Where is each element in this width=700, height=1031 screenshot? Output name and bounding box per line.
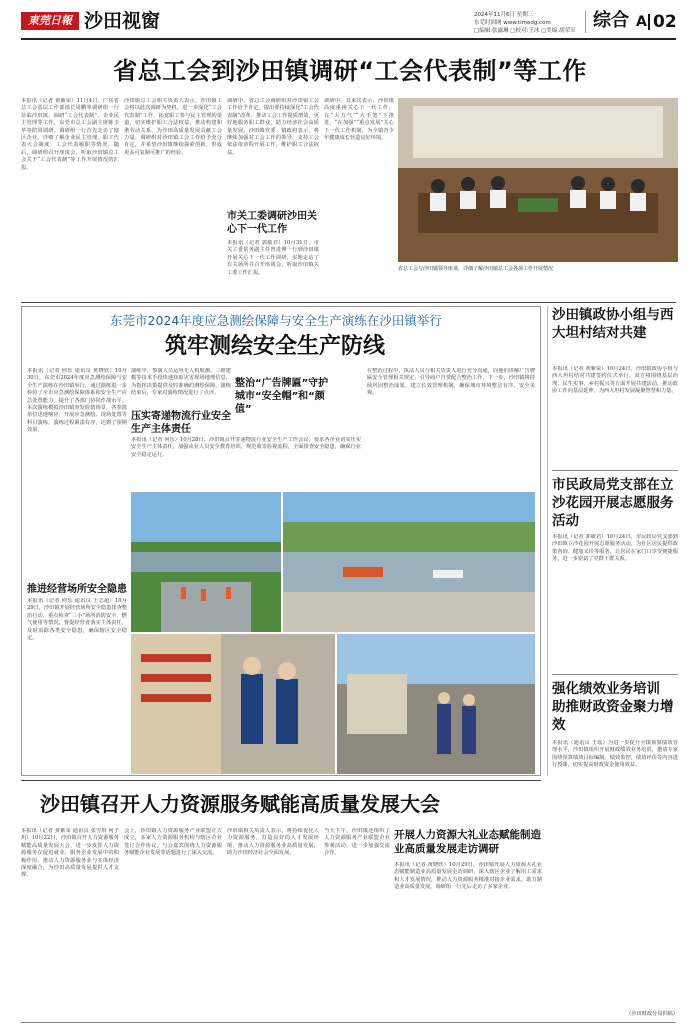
drill-sub2-headline: 压实寄递物流行业安全生产主体责任 — [131, 411, 231, 435]
right-h1: 沙田镇政协小组与西大坦村结对共建 — [552, 307, 674, 341]
drill-sub1-body: 本报讯（记者 何乐 通讯员 王志超）10月29日，沙田镇开展经营场所安全隐患排查整治行动，重点检查“三小”场所消防安全、燃气使用等情况，督促经营者落实主体责任，及时消除各类安全隐患，确保辖区安全稳定。 — [27, 598, 127, 642]
lead-col-2: 沙田镇总工会相关负责人表示，沙田镇工会将以此次调研为契机，进一步深化“工会代表制”工作，拓宽职工参与民主管理的渠道，切实维护职工合法权益，推动构建和谐劳动关系，为沙田高质量发展贡献工会力量。调研组对沙田镇工会工作给予充分肯定，并希望沙田镇继续探索创新，形成更多可复制可推广的经验。 — [124, 98, 222, 156]
lead-photo-caption: 省总工会与沙田镇领导座谈，详细了解沙田镇总工会各项工作开展情况 — [398, 266, 554, 272]
hr-sub-headline: 开展人力资源大礼业态赋能制造业高质量发展走访调研 — [394, 829, 541, 855]
page-divider-mark — [585, 11, 586, 33]
right-h2: 市民政局党支部在立沙花园开展志愿服务活动 — [552, 477, 674, 529]
drill-sub3-headline: 整治“广告牌匾”守护城市“安全帽”和“颜值” — [235, 378, 329, 415]
page-bottom-rule — [21, 1022, 676, 1023]
right-b3: 本报讯（通讯员 王瑶）为进一步提升全镇预算绩效管理水平，沙田镇组织开展财政绩效业务培训，邀请专家围绕预算绩效目标编制、绩效监控、绩效评价等内容进行授课，切实提高财政资金使用效益。 — [552, 740, 678, 769]
editor-credits: □编辑:张露琳 □校对:王冰 □美编:胡荣军 — [474, 28, 576, 34]
drill-col-5: 在整治过程中，执法人员与相关负责人进行充分沟通，向他们讲解广告牌匾安全管理相关规定，引导商户自觉配合整治工作。下一步，沙田镇将持续巩固整治成果，建立长效管理机制，确保城市环境整洁有序、安全美观。 — [367, 368, 535, 397]
lead-col-4: 调研中，其来宾表示，沙田镇高度重视关心下一代工作，在“大力气”“大手笔”下推进，“在加强”“重点发展”关心下一代工作机制，为全镇青少年健康成长营造良好环境。 — [324, 98, 394, 142]
right-rule-2 — [552, 674, 678, 675]
drill-photo-river — [283, 492, 535, 632]
issue-date: 2024年11月6日 星期三 — [474, 12, 534, 18]
right-b1: 本报讯（记者 黄紫荣）10月24日，沙田镇政协小组与西大坦村结对共建签约仪式举行。双方将围绕基层治理、民生实事、乡村振兴等方面开展共建活动，推动政协工作向基层延伸，为西大坦村发展凝聚智慧和力量。 — [552, 366, 678, 395]
website: 东莞时间网 www.timedg.com — [474, 20, 551, 26]
newspaper-logo: 東莞日報 — [21, 12, 79, 30]
lead-col-3: 调研中，省总工会调研组对沙田镇工会工作给予肯定，提出要持续深化“工会代表制”改革，推动工会工作提质增效，更好地服务职工群众，助力经济社会高质量发展。沙田镇党委、镇政府表示，将继续加强对工会工作的领导，支持工会依法依章程开展工作，维护职工合法权益。 — [227, 98, 319, 156]
page-number: 02 — [653, 12, 677, 32]
lead-bottom-rule — [21, 302, 676, 303]
section-title: 沙田视窗 — [84, 10, 161, 32]
masthead — [0, 0, 700, 44]
drill-photo-bridge — [131, 492, 281, 632]
page-letter: A — [636, 14, 647, 30]
lead-col-1: 本报讯（记者 黄紫荣）11月4日，广东省总工会基层工作部部长周鹏率调研组一行莅临沙田镇，调研“工会代表制”、企业民主管理等工作，东莞市总工会副主席陈少华等陪同调研。调研组一行首先走访了辖区企业，详细了解企业民主管理、职工代表大会制度、工会代表履职等情况。随后，调研组召开座谈会，听取沙田镇总工会关于“工会代表制”等工作开展情况的汇报。 — [21, 98, 119, 171]
drill-kicker: 东莞市2024年度应急测绘保障与安全生产演练在沙田镇举行 — [110, 313, 442, 328]
page-bar-icon — [648, 14, 650, 30]
hr-col-4: 当天下午，沙田镇还组织了人力资源服务产业联盟企业参观活动，进一步加强交流合作。 — [324, 828, 390, 857]
lead-sub-headline: 市关工委调研沙田关心下一代工作 — [227, 211, 317, 235]
hr-top-rule — [21, 780, 541, 781]
hr-sub-body: 本报讯（记者 黄晓欣）10月29日，沙田镇开展人力资源大礼业态赋能制造业高质量发展走访调研，深入辖区企业了解用工需求和人才发展情况，推动人力资源服务精准对接企业需求，助力制造业高质量发展。调研组一行先后走访了多家企业。 — [394, 862, 542, 891]
drill-col-1: 本报讯（记者 何乐 通讯员 黄晓欣）10月30日，东莞市2024年度应急测绘保障与安全生产演练在沙田镇举行，通过演练进一步检验了全市应急测绘保障体系和安全生产应急处置能力，提升了各部门协同作战水平。本次演练模拟沙田镇突发险情场景，各参演单位迅速响应，开展应急测绘、现场处置等科目演练。演练过程紧凑有序，达到了预期效果。 — [27, 368, 127, 434]
hr-col-3: 沙田镇相关负责人表示，将持续优化人力资源服务，打造良好的人才发展环境，推动人力资源服务业高质量发展，助力沙田经济社会全面发展。 — [227, 828, 319, 857]
right-h3: 强化绩效业务培训 助推财政资金聚力增效 — [552, 681, 674, 733]
drill-headline: 筑牢测绘安全生产防线 — [165, 334, 386, 359]
drill-photo-street — [337, 634, 535, 774]
lead-sub-body: 本报讯（记者 郭敏君）10月31日，市关工委常务副主任曾进博一行到沙田镇开展关心下一代工作调研，实地走访了有关场所并召开座谈会，听取沙田镇关工委工作汇报。 — [227, 240, 319, 276]
lead-meeting-photo — [398, 98, 678, 262]
drill-photo-inspection — [131, 634, 335, 774]
lead-headline: 省总工会到沙田镇调研“工会代表制”等工作 — [113, 57, 587, 85]
right-rule-1 — [552, 470, 678, 471]
hr-col-1: 本报讯（记者 黄紫荣 通讯员 张雪琪 何子玥）10月22日，沙田镇召开人力资源服务赋能高质量发展大会，进一步发挥人力资源服务在促进就业、服务企业发展中的积极作用，推动人力资源服务业与实体经济深度融合，为沙田高质量发展提供人才支撑。 — [21, 828, 119, 879]
masthead-rule — [21, 38, 676, 40]
page-category: 综合 — [593, 10, 629, 31]
right-footer-credit: （沙田财政分局供稿） — [626, 1011, 678, 1017]
right-b2: 本报讯（记者 郭敏君）10月24日，市民政局党支部到沙田镇立沙花园开展志愿服务活动，为社区居民提供政策咨询、健康义诊等服务，让居民在家门口享受便捷服务，进一步密切了党群干群关系。 — [552, 534, 678, 563]
drill-sub1-headline: 推进经营场所安全隐患 — [27, 584, 127, 595]
right-column-divider — [547, 306, 548, 776]
hr-col-2: 会上，沙田镇人力资源服务产业联盟正式成立，多家人力资源服务机构与辖区企业签订合作协议。与会嘉宾围绕人力资源服务赋能企业发展等话题进行了深入交流。 — [124, 828, 222, 857]
drill-col-2: 演练中，参演人员运用无人机航测、三维建模等技术手段快速获取灾害现场地理信息，为指挥决策提供及时准确的测绘保障。演练结束后，专家对演练情况进行了点评。 — [131, 368, 231, 397]
hr-headline: 沙田镇召开人力资源服务赋能高质量发展大会 — [40, 792, 440, 816]
drill-sub2-body: 本报讯（记者 何乐）10月28日，沙田镇召开寄递物流行业安全生产工作会议，要求各企业切实压实安全生产主体责任，加强从业人员安全教育培训，规范收寄验视流程，全面排查安全隐患，确保行业安全稳定运行。 — [131, 437, 361, 458]
